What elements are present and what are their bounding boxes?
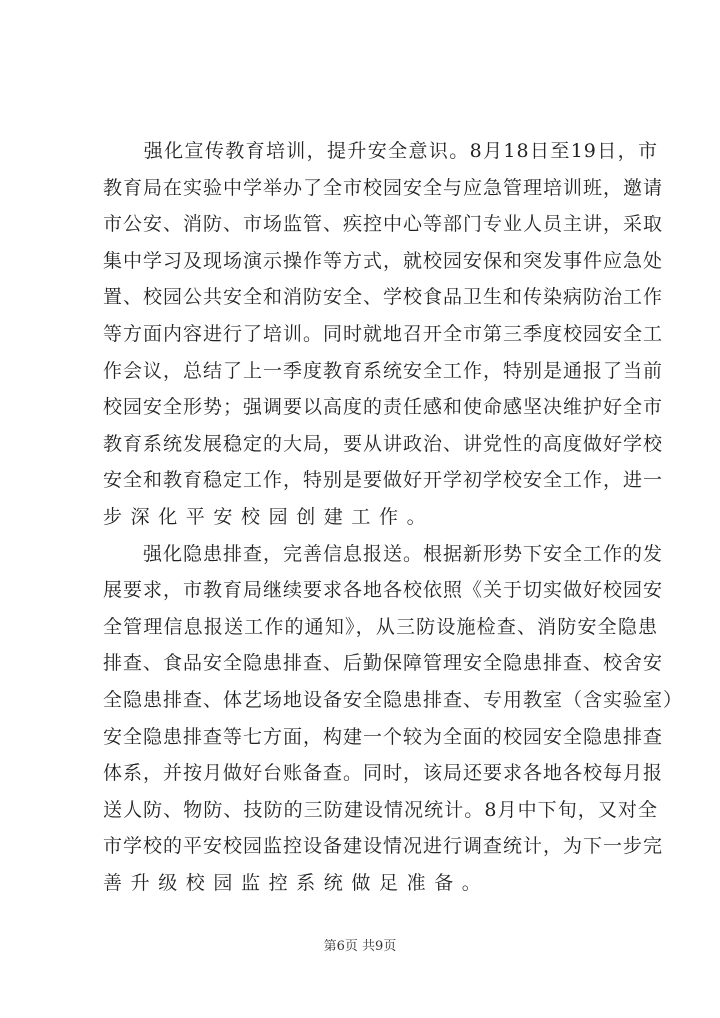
text-line: 等方面内容进行了培训。同时就地召开全市第三季度校园安全工 xyxy=(103,322,664,345)
text-line: 展要求，市教育局继续要求各地各校依照《关于切实做好校园安 xyxy=(103,579,664,602)
text-line: 强化隐患排查，完善信息报送。根据新形势下安全工作的发 xyxy=(103,542,664,565)
text-line: 体系，并按月做好台账备查。同时，该局还要求各地各校每月报 xyxy=(103,762,664,785)
text-line: 排查、食品安全隐患排查、后勤保障管理安全隐患排查、校舍安 xyxy=(103,652,664,675)
text-line: 安全和教育稳定工作，特别是要做好开学初学校安全工作，进一 xyxy=(103,469,664,492)
text-line: 市学校的平安校园监控设备建设情况进行调查统计，为下一步完 xyxy=(103,835,664,858)
text-line: 市公安、消防、市场监管、疾控中心等部门专业人员主讲，采取 xyxy=(103,213,664,236)
text-line: 步深化平安校园创建工作。 xyxy=(103,505,435,528)
text-line: 送人防、物防、技防的三防建设情况统计。8月中下旬，又对全 xyxy=(103,798,658,821)
text-line: 作会议，总结了上一季度教育系统安全工作，特别是通报了当前 xyxy=(103,359,664,382)
text-line: 全管理信息报送工作的通知》，从三防设施检查、消防安全隐患 xyxy=(103,615,658,638)
text-line: 置、校园公共安全和消防安全、学校食品卫生和传染病防治工作 xyxy=(103,286,664,309)
paragraph xyxy=(103,133,664,536)
text-line: 强化宣传教育培训，提升安全意识。8月18日至19日，市 xyxy=(103,140,658,162)
document-body xyxy=(103,133,684,901)
page-footer: 第6页 共9页 xyxy=(323,939,397,954)
text-line: 安全隐患排查等七方面，构建一个较为全面的校园安全隐患排查 xyxy=(103,725,664,748)
text-line: 校园安全形势；强调要以高度的责任感和使命感坚决维护好全市 xyxy=(103,396,664,419)
text-line: 教育系统发展稳定的大局，要从讲政治、讲党性的高度做好学校 xyxy=(103,432,664,455)
text-line: 教育局在实验中学举办了全市校园安全与应急管理培训班，邀请 xyxy=(103,176,664,199)
text-line: 善升级校园监控系统做足准备。 xyxy=(103,871,490,894)
text-line: 集中学习及现场演示操作等方式，就校园安保和突发事件应急处 xyxy=(103,249,664,272)
paragraph xyxy=(103,536,684,902)
text-line: 全隐患排查、体艺场地设备安全隐患排查、专用教室（含实验室） xyxy=(103,688,684,711)
